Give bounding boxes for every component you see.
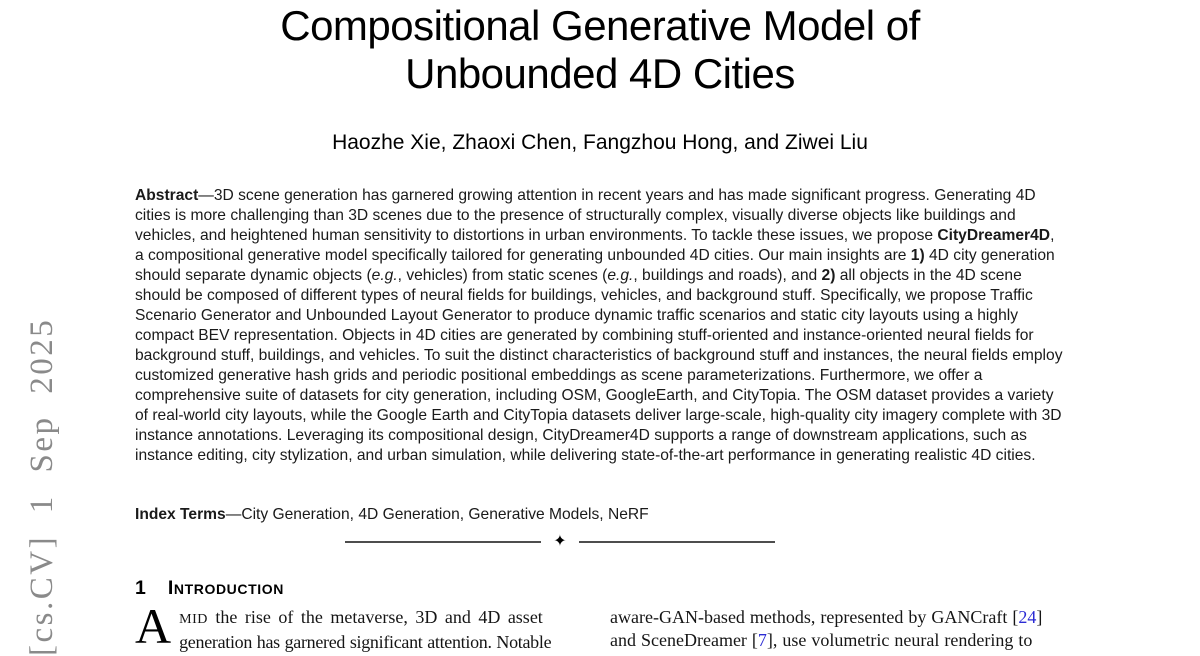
text-line — [135, 266, 1075, 286]
text-segment: background stuff, buildings, and vehicles. To suit the distinct characteristics of background stuff and instances, the neural fields employ — [135, 347, 1063, 364]
index-terms — [135, 505, 1075, 525]
paper-title-line-1: Compositional Generative Model of — [280, 2, 920, 49]
abstract-text — [135, 186, 1075, 466]
citation-link[interactable]: 7 — [757, 630, 767, 650]
text-segment: MID — [179, 611, 208, 627]
text-line — [610, 606, 1068, 629]
text-segment: —City Generation, 4D Generation, Generative Models, NeRF — [225, 506, 649, 523]
authors-line: Haozhe Xie, Zhaoxi Chen, Fangzhou Hong, and Ziwei Liu — [332, 131, 868, 154]
text-line — [135, 326, 1075, 346]
text-segment: , — [1050, 227, 1055, 244]
text-segment: ], use volumetric neural rendering to — [766, 630, 1033, 650]
text-line — [610, 629, 1068, 652]
text-segment: of real-world city layouts, while the Google Earth and CityTopia datasets deliver large-scale, high-quality city imagery complete with 3D — [135, 407, 1062, 424]
text-line — [135, 631, 592, 654]
text-segment: cities is more challenging than 3D scenes due to the presence of structurally complex, visually diverse objects like buildings and — [135, 207, 1016, 224]
text-segment: , vehicles) from static scenes ( — [397, 267, 608, 284]
text-line — [135, 186, 1075, 206]
text-line — [135, 206, 1075, 226]
divider-rule-left — [345, 541, 541, 543]
section-title: Introduction — [167, 577, 284, 599]
text-segment: compact BEV representation. Objects in 4D cities are generated by combining stuff-oriented and instance-oriented neural fields for — [135, 327, 1034, 344]
text-segment: all objects in the 4D scene — [835, 267, 1022, 284]
text-line — [135, 446, 1075, 466]
citation-link[interactable]: 24 — [1018, 607, 1037, 627]
text-segment: e.g. — [607, 267, 634, 284]
text-segment: vehicles, and heightened human sensitivity to distortions in urban environments. To tackle these issues, we propose — [135, 227, 938, 244]
text-segment: should separate dynamic objects ( — [135, 267, 372, 284]
section-number: 1 — [135, 577, 146, 599]
section-divider — [345, 534, 775, 550]
text-line — [135, 406, 1075, 426]
text-segment: Index Terms — [135, 506, 226, 523]
text-line — [135, 346, 1075, 366]
text-segment: comprehensive suite of datasets for city generation, including OSM, GoogleEarth, and CityTopia. The OSM dataset provides a variety — [135, 387, 1054, 404]
text-line — [135, 606, 592, 631]
text-segment: customized generative hash grids and periodic positional embeddings as scene parameterizations. Furthermore, we offer a — [135, 367, 983, 384]
text-line — [135, 426, 1075, 446]
text-segment: aware-GAN-based methods, represented by GANCraft [ — [610, 607, 1019, 627]
text-segment: instance annotations. Leveraging its compositional design, CityDreamer4D supports a range of downstream applications, such as — [135, 427, 1027, 444]
text-segment: should be composed of different types of neural fields for buildings, vehicles, and background stuff. Specifically, we propose Traffic — [135, 287, 1033, 304]
text-segment: CityDreamer4D — [937, 227, 1051, 244]
arxiv-watermark: [cs.CV] 1 Sep 2025 — [24, 317, 60, 656]
intro-right-column — [610, 606, 1068, 652]
paper-title-line-2: Unbounded 4D Cities — [405, 50, 795, 97]
text-line — [135, 286, 1075, 306]
text-segment: and SceneDreamer [ — [610, 630, 758, 650]
text-line — [135, 386, 1075, 406]
text-segment: ] — [1036, 607, 1043, 627]
text-line — [135, 505, 1075, 525]
text-line — [135, 366, 1075, 386]
paper-title — [135, 2, 1065, 98]
text-segment: generation has garnered significant attention. Notable — [179, 632, 552, 652]
text-segment: e.g. — [371, 267, 398, 284]
diamond-icon: ✦ — [553, 533, 567, 550]
text-line — [135, 306, 1075, 326]
text-segment: , buildings and roads), and — [633, 267, 822, 284]
text-segment: Abstract — [135, 187, 199, 204]
text-segment: —3D scene generation has garnered growing attention in recent years and has made significant progress. Generating 4D — [198, 187, 1036, 204]
text-segment: Scenario Generator and Unbounded Layout Generator to produce dynamic traffic scenarios and static city layouts using a highly — [135, 307, 1019, 324]
text-segment: instance editing, city stylization, and urban simulation, while delivering state-of-the-art performance in generating realistic 4D cities. — [135, 447, 1036, 464]
intro-left-column — [135, 598, 592, 654]
text-line — [135, 226, 1075, 246]
text-line — [135, 246, 1075, 266]
text-segment: a compositional generative model specifically tailored for generating unbounded 4D cities. Our main insights are — [135, 247, 911, 264]
section-heading-introduction — [135, 577, 284, 600]
text-segment: 1) — [910, 247, 925, 264]
divider-rule-right — [579, 541, 775, 543]
text-segment: the rise of the metaverse, 3D and 4D asset — [207, 607, 543, 627]
text-segment: 2) — [821, 267, 836, 284]
text-segment: 4D city generation — [924, 247, 1055, 264]
drop-cap: A — [135, 598, 172, 654]
